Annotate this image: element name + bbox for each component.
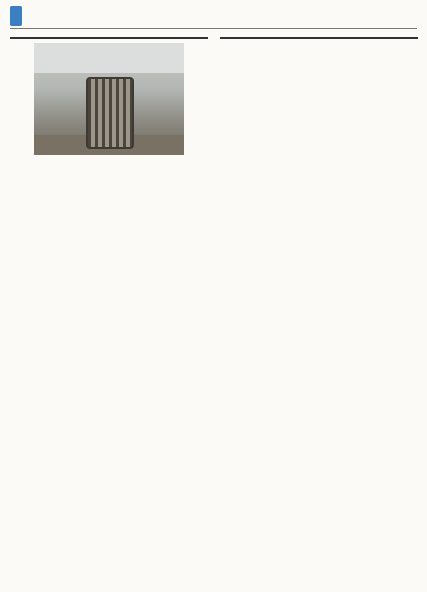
table-header bbox=[299, 38, 339, 39]
page-header bbox=[0, 0, 427, 34]
table-header bbox=[339, 38, 379, 39]
table-loading bbox=[220, 37, 418, 39]
load-box-image bbox=[86, 77, 134, 149]
table-header bbox=[378, 38, 418, 39]
table-header bbox=[260, 38, 300, 39]
left-column bbox=[10, 34, 208, 158]
journal-logo-icon bbox=[10, 6, 22, 26]
table-balance-params bbox=[10, 37, 208, 39]
table-header bbox=[76, 38, 142, 39]
qs-curve-chart bbox=[220, 42, 418, 192]
right-column bbox=[220, 34, 418, 198]
header-rule bbox=[10, 28, 417, 29]
table-header bbox=[10, 38, 76, 39]
table-header bbox=[220, 38, 260, 39]
table-header bbox=[142, 38, 208, 39]
load-box-photo bbox=[34, 43, 184, 155]
